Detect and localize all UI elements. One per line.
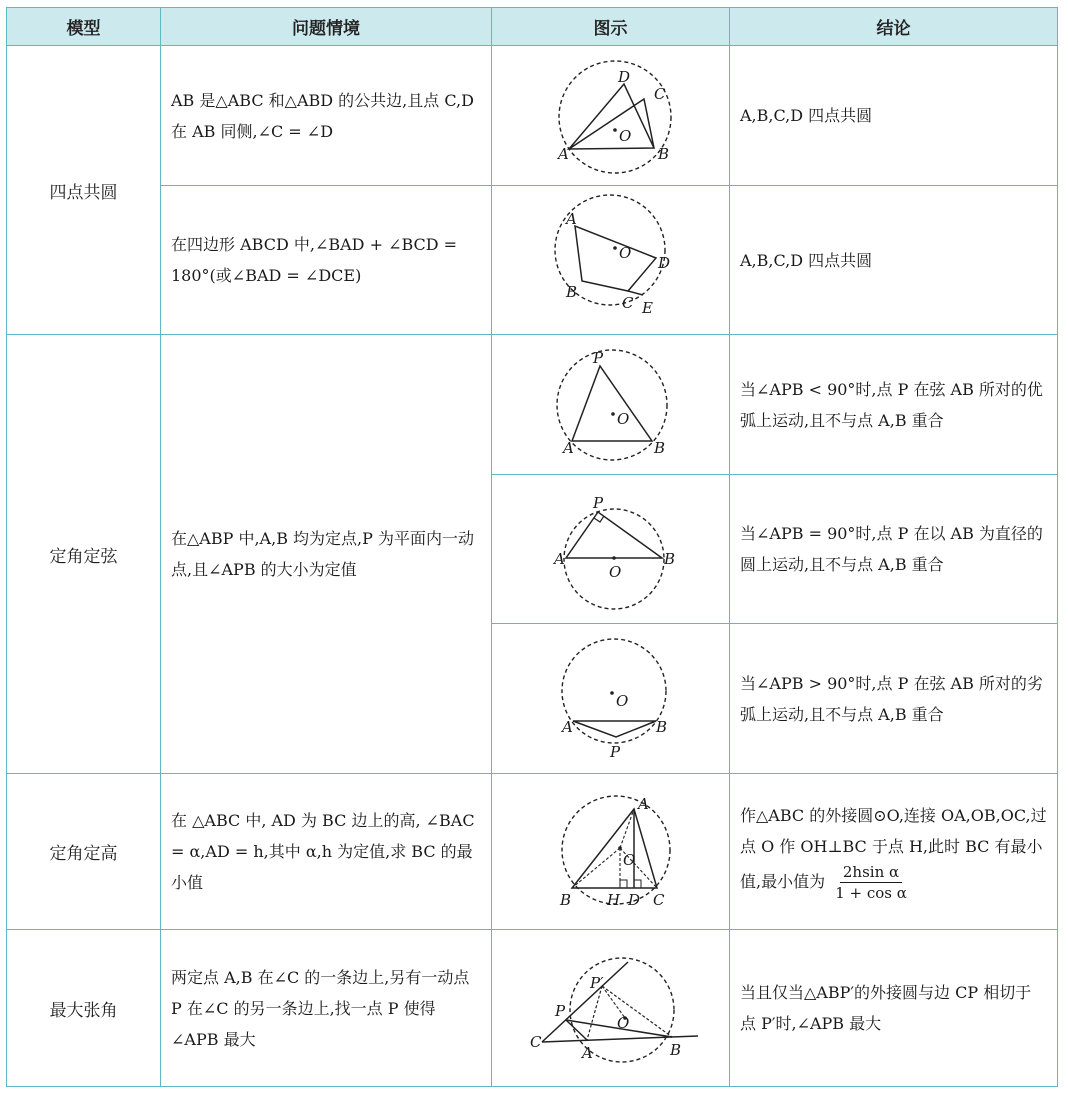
- svg-text:A: A: [582, 1044, 593, 1062]
- svg-text:O: O: [619, 127, 632, 145]
- svg-text:A: A: [563, 439, 574, 457]
- conclusion-5: 当∠APB > 90°时,点 P 在弦 AB 所对的劣弧上运动,且不与点 A,B 重合: [740, 673, 1043, 724]
- scenario-1: AB 是△ABC 和△ABD 的公共边,且点 C,D 在 AB 同侧,∠C = ∠D: [171, 90, 474, 141]
- svg-text:B: B: [566, 283, 578, 301]
- figure-1-concyclic: [492, 46, 729, 185]
- svg-text:O: O: [616, 692, 629, 710]
- conclusion-6: [730, 774, 1057, 929]
- scenario-5: 两定点 A,B 在∠C 的一条边上,另有一动点 P 在∠C 的另一条边上,找一点 P 使得∠APB 最大: [171, 967, 470, 1049]
- svg-text:A: A: [638, 795, 649, 813]
- formula-denominator: 1 + cos α: [835, 884, 907, 902]
- svg-text:B: B: [654, 439, 666, 457]
- figure-3-acute-angle: [492, 335, 729, 474]
- svg-text:O: O: [609, 563, 622, 581]
- scenario-3: 在△ABP 中,A,B 均为定点,P 为平面内一动点,且∠APB 的大小为定值: [171, 529, 474, 579]
- svg-text:P: P: [610, 743, 621, 761]
- svg-text:P: P: [555, 1002, 566, 1020]
- model-max-angle: 最大张角: [49, 1000, 118, 1021]
- figure-5-obtuse-angle: [492, 624, 729, 773]
- svg-text:C: C: [654, 85, 666, 103]
- svg-text:A: A: [554, 550, 565, 568]
- figure-2-cyclic-quadrilateral: [492, 186, 729, 334]
- conclusion-1: A,B,C,D 四点共圆: [740, 106, 873, 125]
- conclusion-6-text: 作△ABC 的外接圆⊙O,连接 OA,OB,OC,过点 O 作 OH⊥BC 于点 H,此时 BC 有最小值,最小值为: [740, 806, 1047, 891]
- conclusion-2: A,B,C,D 四点共圆: [740, 250, 873, 270]
- header-model: 模型: [7, 8, 160, 45]
- svg-text:O: O: [617, 1014, 630, 1032]
- conclusion-7: 当且仅当△ABP′的外接圆与边 CP 相切于点 P′时,∠APB 最大: [740, 983, 1032, 1033]
- svg-text:B: B: [656, 718, 668, 736]
- svg-text:D: D: [618, 68, 631, 86]
- scenario-4: 在 △ABC 中, AD 为 BC 边上的高, ∠BAC = α,AD = h,其中 α,h 为定值,求 BC 的最小值: [171, 811, 475, 892]
- header-figure: 图示: [492, 8, 729, 45]
- model-four-points-concyclic: 四点共圆: [49, 182, 118, 203]
- svg-text:O: O: [619, 244, 632, 262]
- svg-text:A: A: [558, 145, 569, 163]
- conclusion-4: 当∠APB = 90°时,点 P 在以 AB 为直径的圆上运动,且不与点 A,B 重合: [740, 524, 1043, 574]
- svg-text:P′: P′: [590, 974, 604, 992]
- header-scenario: 问题情境: [161, 8, 491, 45]
- svg-text:E: E: [642, 299, 653, 317]
- svg-text:O: O: [623, 851, 636, 869]
- svg-text:C: C: [530, 1033, 542, 1051]
- svg-text:A: A: [562, 718, 573, 736]
- conclusion-3: 当∠APB < 90°时,点 P 在弦 AB 所对的优弧上运动,且不与点 A,B 重合: [740, 379, 1043, 430]
- model-fixed-angle-height: 定角定高: [49, 844, 118, 864]
- svg-text:P: P: [593, 494, 604, 512]
- svg-text:H: H: [607, 891, 621, 909]
- svg-text:P: P: [593, 349, 604, 367]
- min-value-formula: [832, 862, 910, 903]
- svg-text:B: B: [658, 145, 670, 163]
- scenario-2: 在四边形 ABCD 中,∠BAD + ∠BCD = 180°(或∠BAD = ∠DCE): [171, 235, 458, 285]
- svg-text:B: B: [670, 1041, 682, 1059]
- svg-text:B: B: [560, 891, 572, 909]
- figure-7-max-angle: [492, 930, 729, 1086]
- figure-6-fixed-height: [492, 774, 729, 929]
- svg-text:A: A: [566, 210, 577, 228]
- theory-table: [6, 7, 1058, 1087]
- svg-text:B: B: [664, 550, 676, 568]
- svg-text:D: D: [628, 891, 641, 909]
- header-conclusion: 结论: [730, 8, 1057, 45]
- formula-numerator: 2hsin α: [840, 862, 902, 883]
- model-fixed-angle-chord: 定角定弦: [49, 546, 118, 567]
- svg-text:C: C: [653, 891, 665, 909]
- svg-text:D: D: [658, 254, 671, 272]
- svg-text:O: O: [617, 410, 630, 428]
- svg-text:C: C: [622, 294, 634, 312]
- figure-4-right-angle: [492, 475, 729, 623]
